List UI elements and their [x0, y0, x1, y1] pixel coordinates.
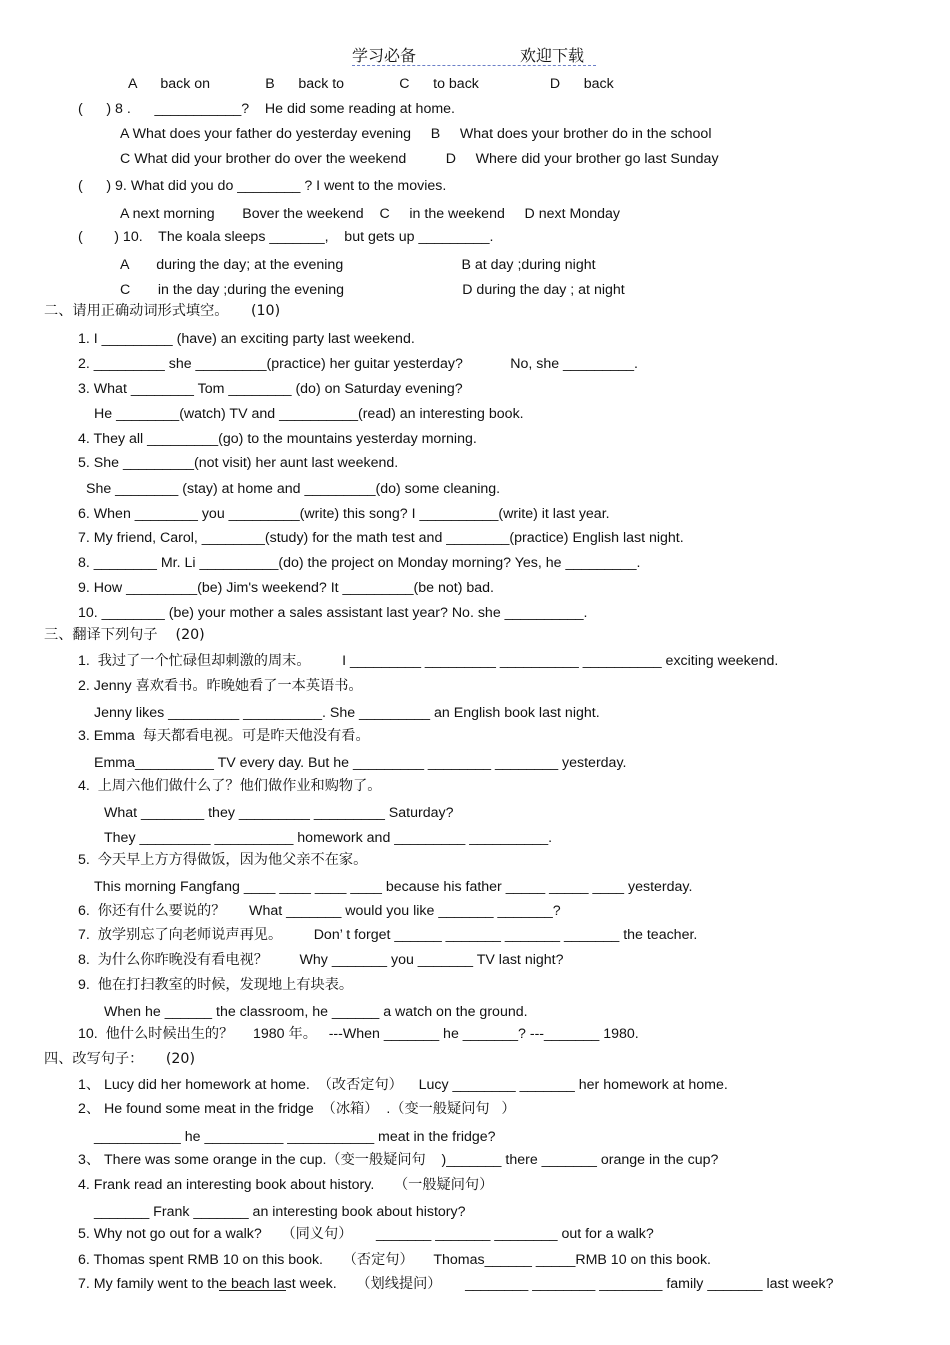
document-line: They _________ __________ homework and _________ __________.	[104, 830, 553, 846]
document-line: 6. When ________ you _________(write) this song? I __________(write) it last year.	[78, 506, 610, 522]
document-line: Jenny likes _________ __________. She _________ an English book last night.	[94, 705, 600, 721]
document-line: She ________ (stay) at home and _________(do) some cleaning.	[86, 481, 501, 497]
document-line: C What did your brother do over the weekend D Where did your brother go last Sunday	[120, 151, 719, 167]
document-line: 5. She _________(not visit) her aunt last weekend.	[78, 455, 399, 471]
document-line: ( ) 9. What did you do ________ ? I went to the movies.	[78, 178, 447, 194]
document-line: 5. 今天早上方方得做饭，因为他父亲不在家。	[78, 852, 368, 868]
document-line: What ________ they _________ _________ Saturday?	[104, 805, 454, 821]
document-line: 2. _________ she _________(practice) her guitar yesterday? No, she _________.	[78, 356, 638, 372]
document-line: 4. They all _________(go) to the mountains yesterday morning.	[78, 431, 477, 447]
document-line: 3. What ________ Tom ________ (do) on Saturday evening?	[78, 381, 463, 397]
document-line: 1. I _________ (have) an exciting party last weekend.	[78, 331, 415, 347]
document-line: 8. ________ Mr. Li __________(do) the project on Monday morning? Yes, he _________.	[78, 555, 641, 571]
document-line: A during the day; at the evening B at day ;during night	[120, 257, 596, 273]
document-line: 7. My friend, Carol, ________(study) for the math test and ________(practice) English last night.	[78, 530, 684, 546]
document-line: When he ______ the classroom, he ______ a watch on the ground.	[104, 1004, 528, 1020]
document-line: 3、 There was some orange in the cup.（变一般疑问句 )_______ there _______ orange in the cup?	[78, 1152, 719, 1168]
document-line: 10. 他什么时候出生的？ 1980 年。 ---When _______ he _______? ---_______ 1980.	[78, 1026, 639, 1042]
section-heading: 二、请用正确动词形式填空。 (10)	[44, 303, 281, 319]
underline-mark	[219, 1290, 286, 1291]
document-line: 7. My family went to the beach last week. （划线提问） ________ ________ ________ family _______ last week?	[78, 1276, 834, 1292]
document-line: 1、 Lucy did her homework at home. （改否定句） Lucy ________ _______ her homework at home.	[78, 1077, 728, 1093]
document-line: ( ) 10. The koala sleeps _______, but gets up _________.	[78, 229, 494, 245]
section-heading: 四、改写句子： (20)	[44, 1051, 195, 1067]
document-line: 4. Frank read an interesting book about history. （一般疑问句）	[78, 1177, 494, 1193]
document-line: A What does your father do yesterday evening B What does your brother do in the school	[120, 126, 712, 142]
section-heading: 三、翻译下列句子 (20)	[44, 627, 205, 643]
document-line: 2、 He found some meat in the fridge （冰箱） .（变一般疑问句 ）	[78, 1101, 516, 1117]
document-line: C in the day ;during the evening D during the day ; at night	[120, 282, 625, 298]
header-right: 欢迎下载	[520, 46, 585, 65]
page-header	[352, 43, 596, 66]
document-line: This morning Fangfang ____ ____ ____ ____ because his father _____ _____ ____ yesterday.	[94, 879, 693, 895]
document-line: 2. Jenny 喜欢看书。昨晚她看了一本英语书。	[78, 678, 363, 694]
document-line: _______ Frank _______ an interesting book about history?	[94, 1204, 466, 1220]
document-line: 4. 上周六他们做什么了？他们做作业和购物了。	[78, 778, 382, 794]
document-line: A back on B back to C to back D back	[128, 76, 614, 92]
document-line: 10. ________ (be) your mother a sales assistant last year? No. she __________.	[78, 605, 588, 621]
document-line: 6. Thomas spent RMB 10 on this book. （否定句） Thomas______ _____RMB 10 on this book.	[78, 1252, 711, 1268]
document-line: 8. 为什么你昨晚没有看电视？ Why _______ you _______ TV last night?	[78, 952, 564, 968]
header-left: 学习必备	[352, 46, 417, 65]
document-line: 7. 放学别忘了向老师说声再见。 Don’ t forget ______ _______ _______ _______ the teacher.	[78, 927, 698, 943]
document-line: 9. How _________(be) Jim's weekend? It _________(be not) bad.	[78, 580, 495, 596]
document-line: ___________ he __________ ___________ meat in the fridge?	[94, 1129, 496, 1145]
document-line: A next morning Bover the weekend C in the weekend D next Monday	[120, 206, 620, 222]
document-line: 3. Emma 每天都看电视。可是昨天他没有看。	[78, 728, 370, 744]
document-line: 1. 我过了一个忙碌但却刺激的周末。 I _________ _________ __________ __________ exciting weekend.	[78, 653, 779, 669]
document-line: He ________(watch) TV and __________(read) an interesting book.	[94, 406, 524, 422]
document-line: Emma__________ TV every day. But he _________ ________ ________ yesterday.	[94, 755, 627, 771]
document-line: ( ) 8 . ___________? He did some reading at home.	[78, 101, 455, 117]
document-line: 5. Why not go out for a walk? （同义句） _______ _______ ________ out for a walk?	[78, 1226, 654, 1242]
document-line: 9. 他在打扫教室的时候，发现地上有块表。	[78, 977, 354, 993]
document-line: 6. 你还有什么要说的？ What _______ would you like _______ _______?	[78, 903, 561, 919]
